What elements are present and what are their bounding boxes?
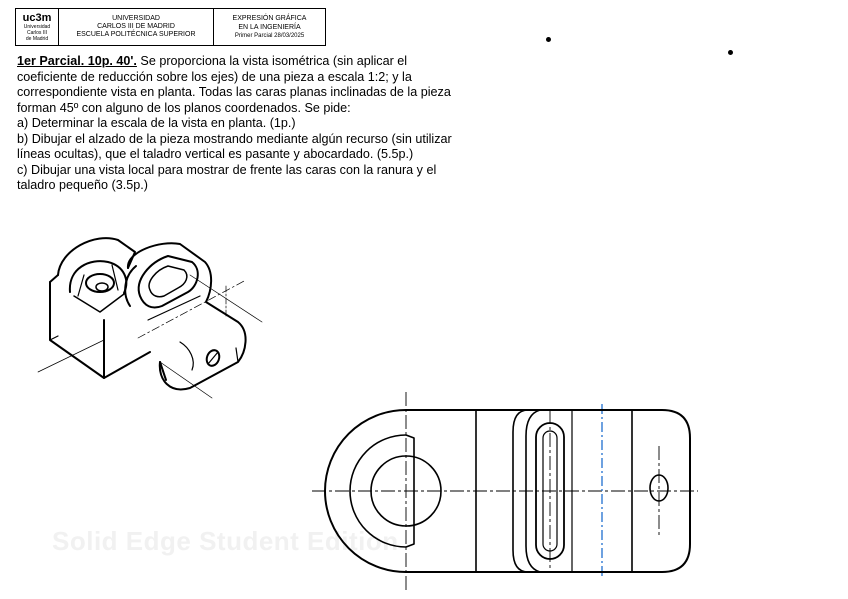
watermark-text: Solid Edge Student Edition <box>52 526 399 556</box>
statement-item-b-2: líneas ocultas), que el taladro vertical es pasante y abocardado. (5.5p.) <box>17 147 414 161</box>
plan-axis-lines <box>312 392 698 590</box>
iso-right-plate <box>125 243 245 389</box>
logo-subtext-2: Carlos III <box>26 29 47 36</box>
iso-rounded-head <box>58 238 135 312</box>
plan-view <box>312 392 698 590</box>
statement-item-b-1: b) Dibujar el alzado de la pieza mostrando mediante algún recurso (sin utilizar <box>17 131 452 146</box>
isometric-view <box>38 238 262 398</box>
course-line-2: EN LA INGENIERÍA <box>238 23 301 31</box>
statement-intro-1: Se proporciona la vista isométrica (sin aplicar el <box>136 54 408 68</box>
statement-item-c-1: c) Dibujar una vista local para mostrar de frente las caras con la ranura y el <box>17 162 437 177</box>
logo-subtext-3: de Madrid <box>25 35 49 42</box>
course-line-1: EXPRESIÓN GRÁFICA <box>232 14 307 22</box>
university-line-1: UNIVERSIDAD <box>112 15 160 22</box>
logo-subtext-1: Universidad <box>23 23 51 30</box>
statement-intro-3: correspondiente vista en planta. Todas las caras planas inclinadas de la pieza <box>17 85 451 99</box>
university-line-3: ESCUELA POLITÉCNICA SUPERIOR <box>76 31 196 38</box>
statement-lead: 1er Parcial. 10p. 40'. <box>17 54 137 68</box>
iso-construction-lines <box>38 275 262 398</box>
statement-item-c-2: taladro pequeño (3.5p.) <box>17 178 148 192</box>
university-line-2: CARLOS III DE MADRID <box>97 23 175 30</box>
statement-intro-2: coeficiente de reducción sobre los ejes) de una pieza a escala 1:2; y la <box>17 69 412 84</box>
exam-date: Primer Parcial 28/03/2025 <box>234 32 305 39</box>
statement-item-a: a) Determinar la escala de la vista en planta. (1p.) <box>17 116 296 130</box>
statement-intro-4: forman 45º con alguno de los planos coordenados. Se pide: <box>17 100 351 115</box>
logo-text: uc3m <box>22 11 52 24</box>
